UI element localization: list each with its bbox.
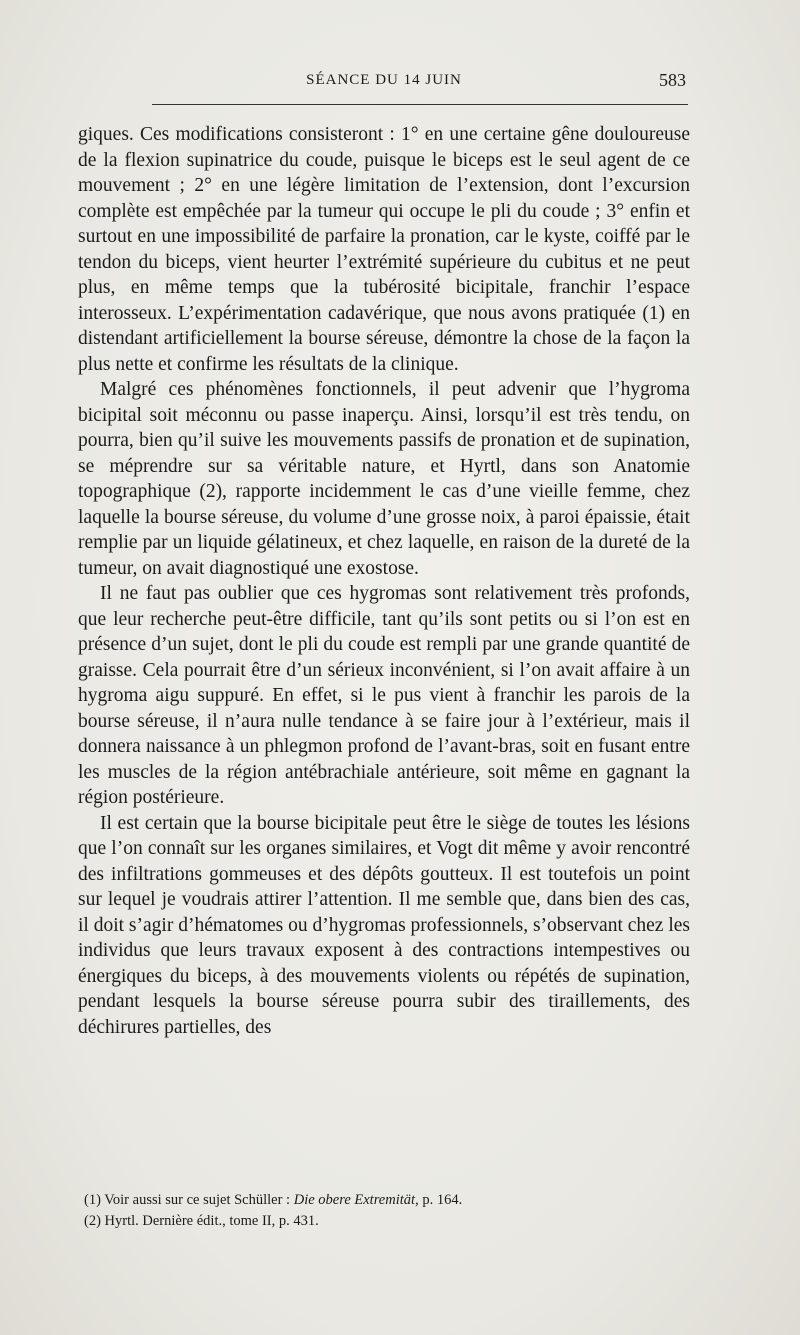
running-title: SÉANCE DU 14 JUIN — [306, 72, 462, 88]
footnote-marker: (1) — [84, 1192, 101, 1208]
footnote-marker: (2) — [84, 1213, 101, 1229]
footnote-text: Voir aussi sur ce sujet Schüller : — [104, 1192, 294, 1208]
footnote-text-end: , p. 164. — [415, 1192, 463, 1208]
footnote-2 — [78, 1211, 690, 1232]
paragraph-4: Il est certain que la bourse bicipitale peut être le siège de toutes les lésions que l’on connaît sur les organes similaires, et Vogt dit même y avoir rencontré des infiltrations gommeuses et des dépôts goutteux. Il est toutefois un point sur lequel je voudrais attirer l’attention. Il me semble que, dans bien des cas, il doit s’agir d’hématomes ou d’hygromas professionnels, s’observant chez les individus que leurs travaux exposent à des contractions intempestives ou énergiques du biceps, à des mouvements violents ou répétés de supination, pendant lesquels la bourse séreuse pourra subir des tiraillements, des déchirures partielles, des — [78, 812, 690, 1038]
paragraph-2: Malgré ces phénomènes fonctionnels, il peut advenir que l’hygroma bicipital soit méconnu ou passe inaperçu. Ainsi, lorsqu’il est très tendu, on pourra, bien qu’il suive les mouvements passifs de pronation et de supination, se méprendre sur sa véritable nature, et Hyrtl, dans son Anatomie topographique (2), rapporte incidemment le cas d’une vieille femme, chez laquelle la bourse séreuse, du volume d’une grosse noix, à paroi épaissie, était remplie par un liquide gélatineux, et chez laquelle, en raison de la dureté de la tumeur, on avait diagnostiqué une exostose. — [78, 379, 690, 579]
body-text — [78, 122, 690, 1040]
footnote-text: Hyrtl. Dernière édit., tome II, p. 431. — [104, 1213, 319, 1229]
running-head — [78, 60, 690, 100]
paragraph-3: Il ne faut pas oublier que ces hygromas sont relativement très profonds, que leur recherche peut-être difficile, tant qu’ils sont petits ou si l’on est en présence d’un sujet, dont le pli du coude est rempli par une grande quantité de graisse. Cela pourrait être d’un sérieux inconvénient, si l’on avait affaire à un hygroma aigu suppuré. En effet, si le pus vient à franchir les parois de la bourse séreuse, il n’aura nulle tendance à se faire jour à l’extérieur, mais il donnera naissance à un phlegmon profond de l’avant-bras, soit en fusant entre les muscles de la région antébrachiale antérieure, soit même en gagnant la région postérieure. — [78, 583, 690, 808]
page-number: 583 — [659, 70, 686, 90]
paragraph-1: giques. Ces modifications consisteront : 1° en une certaine gêne douloureuse de la flexion supinatrice du coude, puisque le biceps est le seul agent de ce mouvement ; 2° en une légère limitation de l’extension, dont l’excursion complète est empêchée par la tumeur qui occupe le pli du coude ; 3° enfin et surtout en une impossibilité de parfaire la pronation, car le kyste, coiffé par le tendon du biceps, vient heurter l’extrémité supérieure du cubitus et ne peut plus, en même temps que la tubérosité bicipitale, franchir l’espace interosseux. L’expérimentation cadavérique, que nous avons pratiquée (1) en distendant artificiellement la bourse séreuse, démontre la chose de la façon la plus nette et confirme les résultats de la clinique. — [78, 124, 690, 375]
footnotes — [78, 1190, 690, 1232]
header-rule — [152, 104, 688, 105]
footnote-cited-title: Die obere Extremität — [293, 1192, 416, 1208]
footnote-1 — [78, 1190, 690, 1211]
